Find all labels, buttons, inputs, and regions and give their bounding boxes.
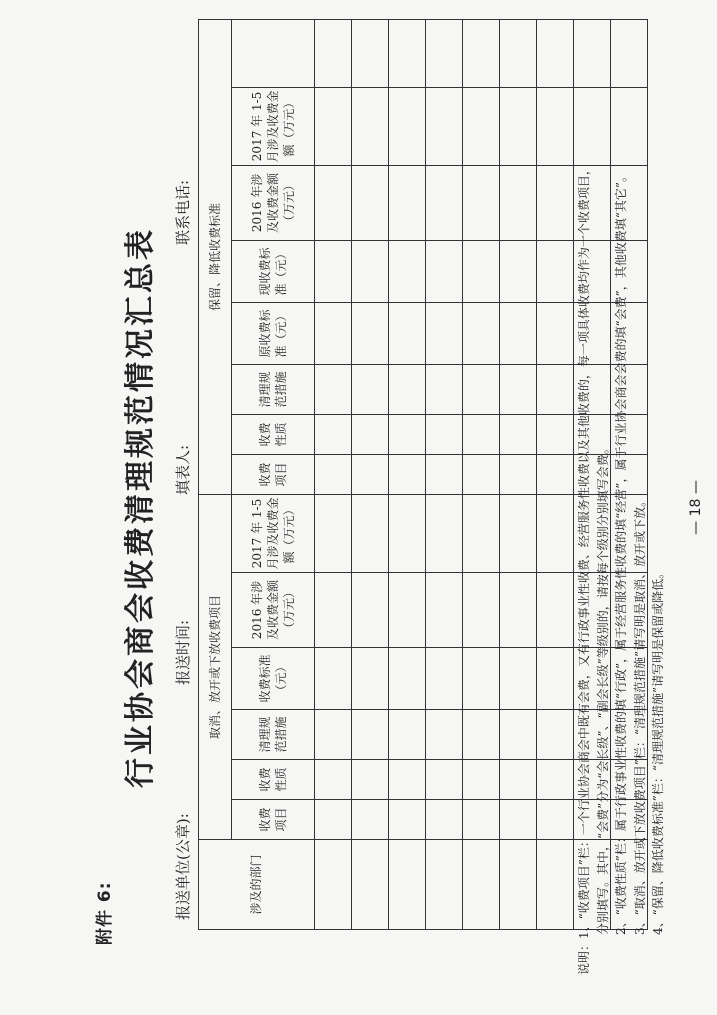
phone-label: 联系电话: bbox=[174, 179, 192, 245]
table-cell[interactable] bbox=[537, 573, 574, 648]
table-cell[interactable] bbox=[500, 760, 537, 800]
table-cell[interactable] bbox=[352, 19, 389, 87]
table-cell[interactable] bbox=[500, 710, 537, 760]
page-number: — 18 — bbox=[688, 480, 704, 535]
table-cell[interactable] bbox=[537, 494, 574, 572]
cancel-col-header: 2016 年涉及收费金额（万元） bbox=[232, 573, 315, 648]
table-cell[interactable] bbox=[315, 573, 352, 648]
table-cell[interactable] bbox=[537, 454, 574, 494]
table-cell[interactable] bbox=[537, 710, 574, 760]
note-line: 4、“保留、降低收费标准”栏：“清理规范措施”请写明是保留或降低。 bbox=[651, 566, 666, 935]
table-cell[interactable] bbox=[389, 573, 426, 648]
table-cell[interactable] bbox=[315, 87, 352, 165]
table-cell[interactable] bbox=[500, 800, 537, 840]
table-cell[interactable] bbox=[389, 414, 426, 454]
table-cell[interactable] bbox=[389, 710, 426, 760]
table-cell[interactable] bbox=[352, 87, 389, 165]
group-cancel-header: 取消、放开或下放收费项目 bbox=[199, 494, 232, 839]
table-cell[interactable] bbox=[352, 240, 389, 302]
table-cell[interactable] bbox=[389, 760, 426, 800]
table-cell[interactable] bbox=[537, 648, 574, 710]
table-cell[interactable] bbox=[426, 648, 463, 710]
table-row bbox=[463, 19, 500, 929]
table-cell[interactable] bbox=[389, 454, 426, 494]
table-cell[interactable] bbox=[426, 573, 463, 648]
table-cell[interactable] bbox=[389, 19, 426, 87]
table-cell[interactable] bbox=[315, 302, 352, 364]
notes bbox=[575, 25, 668, 975]
table-cell[interactable] bbox=[463, 87, 500, 165]
table-cell[interactable] bbox=[500, 494, 537, 572]
table-cell[interactable] bbox=[463, 840, 500, 930]
note-line: 分别填写。其中，“会费”分为“会长级”、“副会长级”等级别的，请按每个级别分别填写会费。 bbox=[595, 442, 610, 935]
table-cell[interactable] bbox=[537, 240, 574, 302]
table-cell[interactable] bbox=[500, 240, 537, 302]
group-keep-header: 保留、降低收费标准 bbox=[199, 19, 232, 494]
table-cell[interactable] bbox=[389, 165, 426, 240]
table-cell[interactable] bbox=[426, 800, 463, 840]
table-cell[interactable] bbox=[315, 648, 352, 710]
table-cell[interactable] bbox=[389, 240, 426, 302]
table-cell[interactable] bbox=[500, 87, 537, 165]
keep-col-header: 原收费标准（元） bbox=[232, 302, 315, 364]
table-cell[interactable] bbox=[352, 494, 389, 572]
table-row bbox=[500, 19, 537, 929]
table-cell[interactable] bbox=[537, 760, 574, 800]
table-cell[interactable] bbox=[352, 302, 389, 364]
table-row bbox=[315, 19, 352, 929]
table-cell[interactable] bbox=[537, 19, 574, 87]
table-cell[interactable] bbox=[352, 454, 389, 494]
table-cell[interactable] bbox=[315, 454, 352, 494]
table-cell[interactable] bbox=[463, 19, 500, 87]
table-cell[interactable] bbox=[389, 648, 426, 710]
table-cell[interactable] bbox=[500, 19, 537, 87]
table-cell[interactable] bbox=[315, 165, 352, 240]
table-row bbox=[426, 19, 463, 929]
table-cell[interactable] bbox=[537, 165, 574, 240]
table-cell[interactable] bbox=[500, 414, 537, 454]
table-cell[interactable] bbox=[352, 760, 389, 800]
table-cell[interactable] bbox=[500, 302, 537, 364]
table-cell[interactable] bbox=[389, 800, 426, 840]
keep-col-header: 收费项目 bbox=[232, 454, 315, 494]
table-cell[interactable] bbox=[389, 840, 426, 930]
unit-label: 报送单位(公章): bbox=[174, 813, 192, 920]
table-cell[interactable] bbox=[537, 364, 574, 414]
keep-col-header: 收费性质 bbox=[232, 414, 315, 454]
table-cell[interactable] bbox=[426, 87, 463, 165]
note-line: 2、“收费性质”栏：属于行政事业性收费的填“行政”，属于经营服务性收费的填“经营”，属于行业协会商会会费的填“会费”，其他收费填“其它”。 bbox=[614, 170, 629, 935]
keep-col-header: 2017 年 1-5 月涉及收费金额（万元） bbox=[232, 87, 315, 165]
table-cell[interactable] bbox=[426, 302, 463, 364]
table-cell[interactable] bbox=[426, 760, 463, 800]
note-line: 说明：1、“收费项目”栏：一个行业协会商会中既有会费，又有行政事业性收费、经营服务性收费以及其他收费的，每一项具体收费均作为一个收费项目， bbox=[577, 163, 591, 975]
header-row-groups bbox=[199, 19, 232, 929]
filler-label: 填表人: bbox=[174, 444, 192, 495]
table-cell[interactable] bbox=[426, 414, 463, 454]
table-cell[interactable] bbox=[463, 760, 500, 800]
table-cell[interactable] bbox=[352, 840, 389, 930]
cancel-col-header: 2017 年 1-5 月涉及收费金额（万元） bbox=[232, 494, 315, 572]
table-row bbox=[537, 19, 574, 929]
cancel-col-header: 收费性质 bbox=[232, 760, 315, 800]
table-cell[interactable] bbox=[352, 648, 389, 710]
table-cell[interactable] bbox=[463, 364, 500, 414]
table-cell[interactable] bbox=[389, 87, 426, 165]
table-cell[interactable] bbox=[500, 648, 537, 710]
time-label: 报送时间: bbox=[174, 619, 192, 685]
table-row bbox=[352, 19, 389, 929]
table-cell[interactable] bbox=[463, 302, 500, 364]
table-cell[interactable] bbox=[537, 840, 574, 930]
table-cell[interactable] bbox=[426, 165, 463, 240]
table-cell[interactable] bbox=[500, 364, 537, 414]
table-cell[interactable] bbox=[352, 800, 389, 840]
table-cell[interactable] bbox=[537, 414, 574, 454]
table-cell[interactable] bbox=[500, 573, 537, 648]
page-title: 行业协会商会收费清理规范情况汇总表 bbox=[123, 227, 158, 788]
table-cell[interactable] bbox=[463, 165, 500, 240]
table-cell[interactable] bbox=[352, 710, 389, 760]
table-cell[interactable] bbox=[463, 573, 500, 648]
table-cell[interactable] bbox=[537, 87, 574, 165]
table-cell[interactable] bbox=[463, 800, 500, 840]
table-cell[interactable] bbox=[352, 165, 389, 240]
table-row bbox=[389, 19, 426, 929]
table-cell[interactable] bbox=[315, 494, 352, 572]
table-cell[interactable] bbox=[315, 840, 352, 930]
table-cell[interactable] bbox=[537, 800, 574, 840]
table-cell[interactable] bbox=[315, 414, 352, 454]
dept-header: 涉及的部门 bbox=[199, 840, 315, 930]
table-cell[interactable] bbox=[500, 165, 537, 240]
table-cell[interactable] bbox=[315, 760, 352, 800]
table-cell[interactable] bbox=[426, 19, 463, 87]
table-cell[interactable] bbox=[315, 710, 352, 760]
table-cell[interactable] bbox=[426, 840, 463, 930]
table-cell[interactable] bbox=[315, 19, 352, 87]
table-cell[interactable] bbox=[315, 364, 352, 414]
table-cell[interactable] bbox=[426, 240, 463, 302]
table-cell[interactable] bbox=[352, 364, 389, 414]
blank-header-cell bbox=[232, 19, 315, 87]
table-cell[interactable] bbox=[352, 573, 389, 648]
table-cell[interactable] bbox=[389, 302, 426, 364]
table-cell[interactable] bbox=[426, 710, 463, 760]
cancel-col-header: 清理规范措施 bbox=[232, 710, 315, 760]
table-cell[interactable] bbox=[315, 240, 352, 302]
table-cell[interactable] bbox=[426, 454, 463, 494]
table-cell[interactable] bbox=[389, 494, 426, 572]
table-cell[interactable] bbox=[389, 364, 426, 414]
table-cell[interactable] bbox=[463, 454, 500, 494]
table-cell[interactable] bbox=[463, 240, 500, 302]
table-cell[interactable] bbox=[463, 494, 500, 572]
table-cell[interactable] bbox=[463, 648, 500, 710]
table-cell[interactable] bbox=[537, 302, 574, 364]
table-cell[interactable] bbox=[426, 364, 463, 414]
table-cell[interactable] bbox=[315, 800, 352, 840]
cancel-col-header: 收费标准（元） bbox=[232, 648, 315, 710]
table-cell[interactable] bbox=[463, 414, 500, 454]
attachment-label: 附件 6: bbox=[95, 881, 115, 945]
keep-col-header: 清理规范措施 bbox=[232, 364, 315, 414]
note-line: 3、“取消、放开或下放收费项目”栏：“清理规范措施”请写明是取消、放开或下放。 bbox=[632, 494, 647, 935]
table-cell[interactable] bbox=[426, 494, 463, 572]
cancel-col-header: 收费项目 bbox=[232, 800, 315, 840]
table-cell[interactable] bbox=[352, 414, 389, 454]
header-row-columns bbox=[232, 19, 315, 929]
table-cell[interactable] bbox=[500, 454, 537, 494]
table-cell[interactable] bbox=[500, 840, 537, 930]
keep-col-header: 2016 年涉及收费金额（万元） bbox=[232, 165, 315, 240]
keep-col-header: 现收费标准（元） bbox=[232, 240, 315, 302]
table-cell[interactable] bbox=[463, 710, 500, 760]
